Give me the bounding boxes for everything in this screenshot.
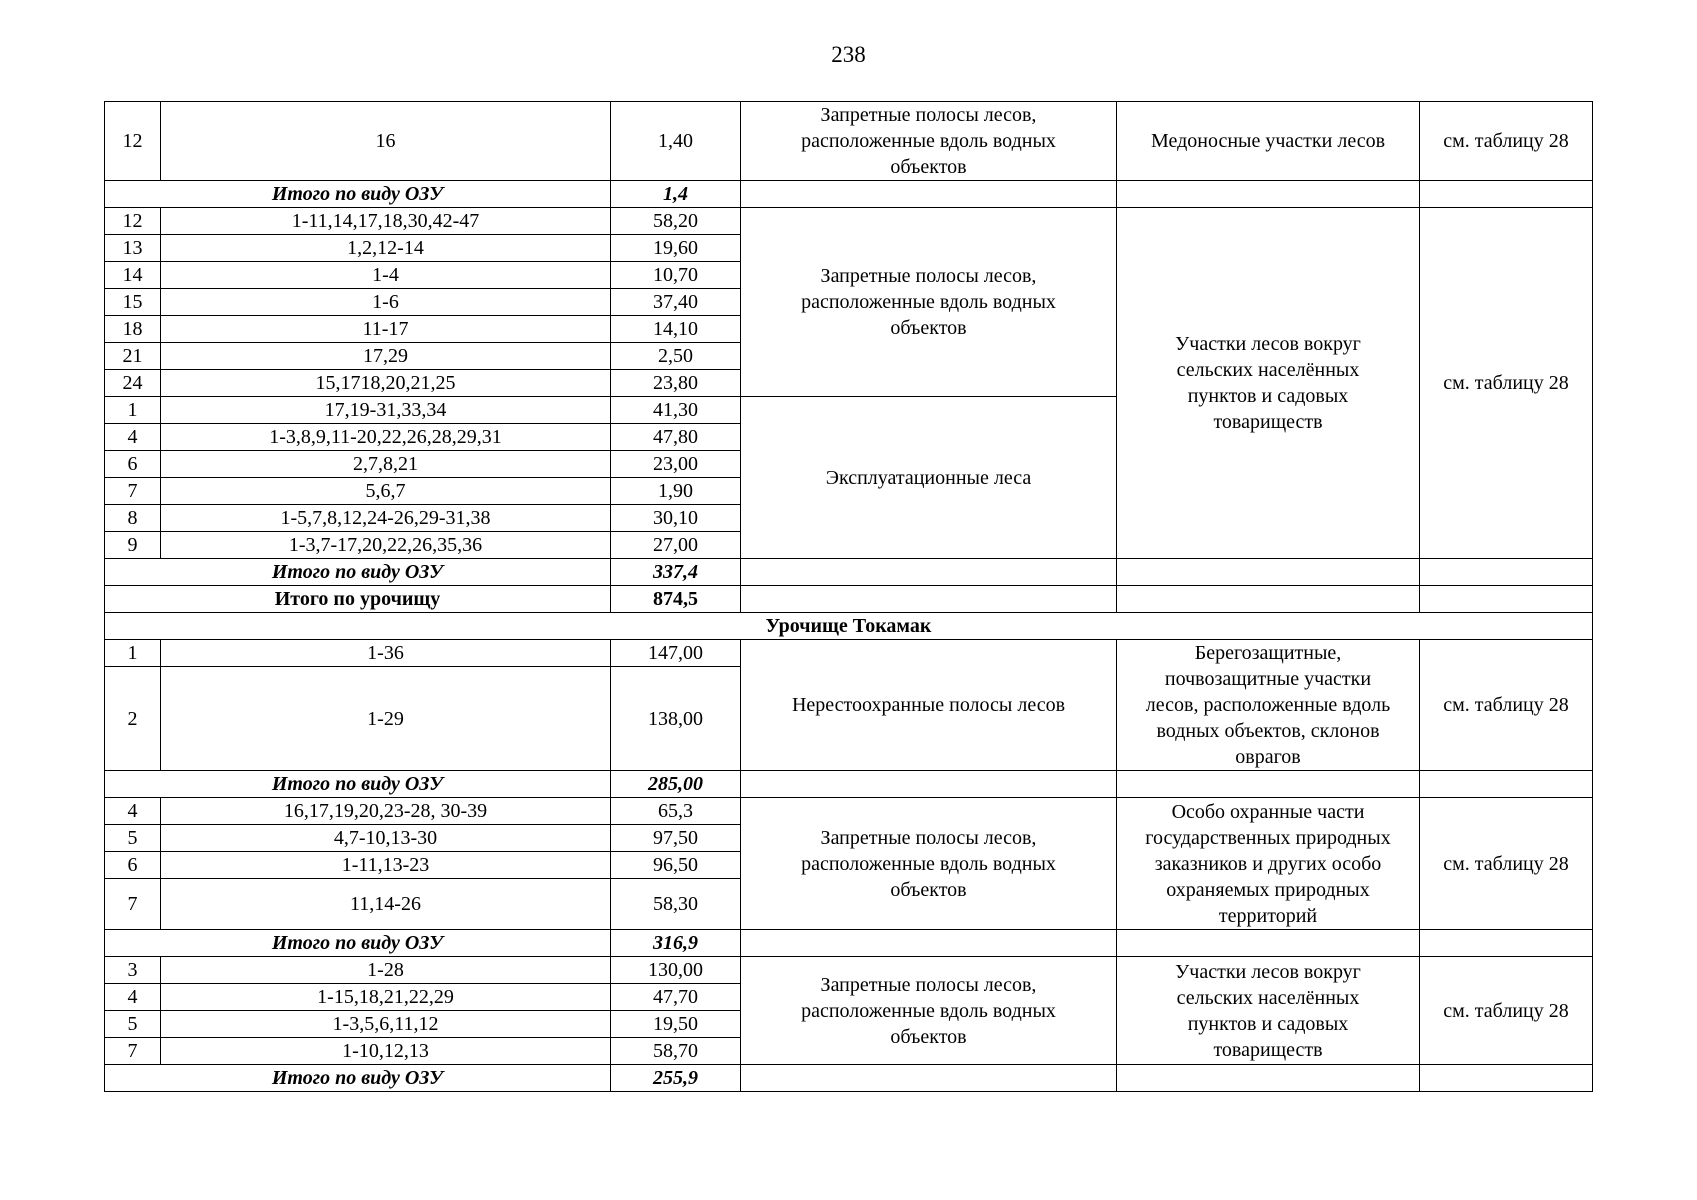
empty-cell — [1117, 559, 1420, 586]
category-cell — [741, 102, 1117, 181]
quarter-cell: 7 — [105, 1038, 161, 1065]
text-line: расположенные вдоль водных — [801, 852, 1056, 875]
section-row — [105, 613, 1593, 640]
quarter-cell: 18 — [105, 316, 161, 343]
ozu-type-cell — [1117, 798, 1420, 930]
quarter-cell: 24 — [105, 370, 161, 397]
quarter-cell: 12 — [105, 208, 161, 235]
reference-cell: см. таблицу 28 — [1420, 102, 1593, 181]
text-line: Запретные полосы лесов, — [820, 265, 1037, 287]
allotments-cell: 1-11,13-23 — [161, 852, 611, 879]
text-line: объектов — [890, 156, 967, 178]
empty-cell — [1420, 181, 1593, 208]
total-label: Итого по виду ОЗУ — [105, 771, 611, 798]
reference-cell: см. таблицу 28 — [1420, 798, 1593, 930]
total-label: Итого по виду ОЗУ — [105, 559, 611, 586]
allotments-cell: 1-4 — [161, 262, 611, 289]
area-cell: 58,20 — [611, 208, 741, 235]
page-number: 238 — [831, 42, 866, 67]
text-line: Участки лесов вокруг — [1175, 333, 1361, 355]
area-cell: 47,70 — [611, 984, 741, 1011]
quarter-cell: 1 — [105, 397, 161, 424]
allotments-cell: 17,19-31,33,34 — [161, 397, 611, 424]
text-line: объектов — [890, 1025, 967, 1048]
quarter-cell: 5 — [105, 1011, 161, 1038]
area-cell: 41,30 — [611, 397, 741, 424]
area-cell: 65,3 — [611, 798, 741, 825]
allotments-cell: 1-11,14,17,18,30,42-47 — [161, 208, 611, 235]
quarter-cell: 3 — [105, 957, 161, 984]
empty-cell — [1117, 771, 1420, 798]
table-row — [105, 102, 1593, 181]
total-value: 1,4 — [611, 181, 741, 208]
total-row — [105, 181, 1593, 208]
text-line: объектов — [890, 317, 967, 339]
area-cell: 10,70 — [611, 262, 741, 289]
table-row — [105, 957, 1593, 984]
empty-cell — [1117, 930, 1420, 957]
quarter-cell: 13 — [105, 235, 161, 262]
text-line: объектов — [890, 878, 967, 901]
ozu-type-cell — [1117, 208, 1420, 559]
allotments-cell: 17,29 — [161, 343, 611, 370]
quarter-cell: 2 — [105, 667, 161, 771]
text-line: расположенные вдоль водных — [801, 130, 1056, 152]
area-cell: 96,50 — [611, 852, 741, 879]
area-cell: 23,00 — [611, 451, 741, 478]
allotments-cell: 1-10,12,13 — [161, 1038, 611, 1065]
text-line: пунктов и садовых — [1187, 1012, 1349, 1035]
allotments-cell: 15,1718,20,21,25 — [161, 370, 611, 397]
area-cell: 19,60 — [611, 235, 741, 262]
quarter-cell: 21 — [105, 343, 161, 370]
total-value: 316,9 — [611, 930, 741, 957]
total-value: 255,9 — [611, 1065, 741, 1092]
ozu-type-cell — [1117, 640, 1420, 771]
quarter-cell: 9 — [105, 532, 161, 559]
total-value: 337,4 — [611, 559, 741, 586]
text-line: почвозащитные участки — [1164, 668, 1372, 690]
table-row — [105, 640, 1593, 667]
text-line: пунктов и садовых — [1187, 385, 1349, 407]
allotments-cell: 1-29 — [161, 667, 611, 771]
area-cell: 1,90 — [611, 478, 741, 505]
text-line: Участки лесов вокруг — [1175, 960, 1361, 983]
allotments-cell: 11-17 — [161, 316, 611, 343]
text-line: Запретные полосы лесов, — [820, 826, 1037, 849]
table-row — [105, 208, 1593, 235]
text-line: Особо охранные части — [1171, 800, 1365, 823]
ozu-type-cell — [1117, 957, 1420, 1065]
total-row — [105, 771, 1593, 798]
text-line: государственных природных — [1145, 826, 1391, 849]
empty-cell — [1117, 586, 1420, 613]
allotments-cell: 1-15,18,21,22,29 — [161, 984, 611, 1011]
empty-cell — [1117, 181, 1420, 208]
empty-cell — [1420, 1065, 1593, 1092]
quarter-cell: 8 — [105, 505, 161, 532]
quarter-cell: 6 — [105, 852, 161, 879]
total-row — [105, 1065, 1593, 1092]
category-cell: Нерестоохранные полосы лесов — [741, 640, 1117, 771]
empty-cell — [741, 930, 1117, 957]
quarter-cell: 14 — [105, 262, 161, 289]
empty-cell — [1420, 559, 1593, 586]
empty-cell — [1420, 771, 1593, 798]
forest-areas-table — [104, 101, 1593, 1092]
area-cell: 97,50 — [611, 825, 741, 852]
quarter-cell: 4 — [105, 424, 161, 451]
category-cell: Эксплуатационные леса — [741, 397, 1117, 559]
allotments-cell: 1-5,7,8,12,24-26,29-31,38 — [161, 505, 611, 532]
allotments-cell: 16 — [161, 102, 611, 181]
empty-cell — [1420, 586, 1593, 613]
empty-cell — [741, 586, 1117, 613]
allotments-cell: 4,7-10,13-30 — [161, 825, 611, 852]
area-cell: 130,00 — [611, 957, 741, 984]
area-cell: 47,80 — [611, 424, 741, 451]
empty-cell — [741, 1065, 1117, 1092]
allotments-cell: 1-3,5,6,11,12 — [161, 1011, 611, 1038]
area-cell: 37,40 — [611, 289, 741, 316]
total-row — [105, 559, 1593, 586]
area-cell: 58,30 — [611, 879, 741, 930]
total-label: Итого по виду ОЗУ — [105, 1065, 611, 1092]
quarter-cell: 5 — [105, 825, 161, 852]
text-line: заказников и других особо — [1154, 852, 1382, 875]
area-cell: 2,50 — [611, 343, 741, 370]
allotments-cell: 1-36 — [161, 640, 611, 667]
quarter-cell: 4 — [105, 798, 161, 825]
reference-cell: см. таблицу 28 — [1420, 640, 1593, 771]
area-cell: 58,70 — [611, 1038, 741, 1065]
allotments-cell: 1,2,12-14 — [161, 235, 611, 262]
text-line: лесов, расположенные вдоль — [1145, 694, 1391, 716]
allotments-cell: 1-28 — [161, 957, 611, 984]
reference-cell: см. таблицу 28 — [1420, 957, 1593, 1065]
text-line: товариществ — [1213, 1038, 1323, 1061]
text-line: расположенные вдоль водных — [801, 291, 1056, 313]
total-row — [105, 586, 1593, 613]
text-line: Берегозащитные, — [1194, 642, 1342, 664]
text-line: водных объектов, склонов — [1156, 720, 1380, 742]
area-cell: 23,80 — [611, 370, 741, 397]
total-label: Итого по виду ОЗУ — [105, 930, 611, 957]
quarter-cell: 7 — [105, 879, 161, 930]
allotments-cell: 1-6 — [161, 289, 611, 316]
total-label: Итого по виду ОЗУ — [105, 181, 611, 208]
quarter-cell: 12 — [105, 102, 161, 181]
total-row — [105, 930, 1593, 957]
text-line: территорий — [1218, 904, 1318, 927]
text-line: сельских населённых — [1176, 359, 1360, 381]
grand-total-value: 874,5 — [611, 586, 741, 613]
empty-cell — [741, 559, 1117, 586]
allotments-cell: 2,7,8,21 — [161, 451, 611, 478]
area-cell: 27,00 — [611, 532, 741, 559]
empty-cell — [741, 771, 1117, 798]
quarter-cell: 6 — [105, 451, 161, 478]
text-line: расположенные вдоль водных — [801, 999, 1056, 1022]
reference-cell: см. таблицу 28 — [1420, 208, 1593, 559]
area-cell: 138,00 — [611, 667, 741, 771]
empty-cell — [1117, 1065, 1420, 1092]
empty-cell — [741, 181, 1117, 208]
text-line: охраняемых природных — [1166, 878, 1370, 901]
total-value: 285,00 — [611, 771, 741, 798]
ozu-type-cell: Медоносные участки лесов — [1117, 102, 1420, 181]
area-cell: 19,50 — [611, 1011, 741, 1038]
area-cell: 1,40 — [611, 102, 741, 181]
text-line: оврагов — [1235, 746, 1301, 768]
empty-cell — [1420, 930, 1593, 957]
quarter-cell: 7 — [105, 478, 161, 505]
quarter-cell: 15 — [105, 289, 161, 316]
allotments-cell: 5,6,7 — [161, 478, 611, 505]
category-cell — [741, 957, 1117, 1065]
area-cell: 147,00 — [611, 640, 741, 667]
text-line: сельских населённых — [1176, 986, 1360, 1009]
allotments-cell: 1-3,8,9,11-20,22,26,28,29,31 — [161, 424, 611, 451]
text-line: товариществ — [1213, 411, 1323, 433]
section-title: Урочище Токамак — [105, 613, 1593, 640]
allotments-cell: 16,17,19,20,23-28, 30-39 — [161, 798, 611, 825]
area-cell: 14,10 — [611, 316, 741, 343]
quarter-cell: 4 — [105, 984, 161, 1011]
table-row — [105, 798, 1593, 825]
text-line: Запретные полосы лесов, — [820, 104, 1037, 126]
allotments-cell: 1-3,7-17,20,22,26,35,36 — [161, 532, 611, 559]
quarter-cell: 1 — [105, 640, 161, 667]
allotments-cell: 11,14-26 — [161, 879, 611, 930]
category-cell — [741, 208, 1117, 397]
category-cell — [741, 798, 1117, 930]
grand-total-label: Итого по урочищу — [105, 586, 611, 613]
text-line: Запретные полосы лесов, — [820, 973, 1037, 996]
area-cell: 30,10 — [611, 505, 741, 532]
